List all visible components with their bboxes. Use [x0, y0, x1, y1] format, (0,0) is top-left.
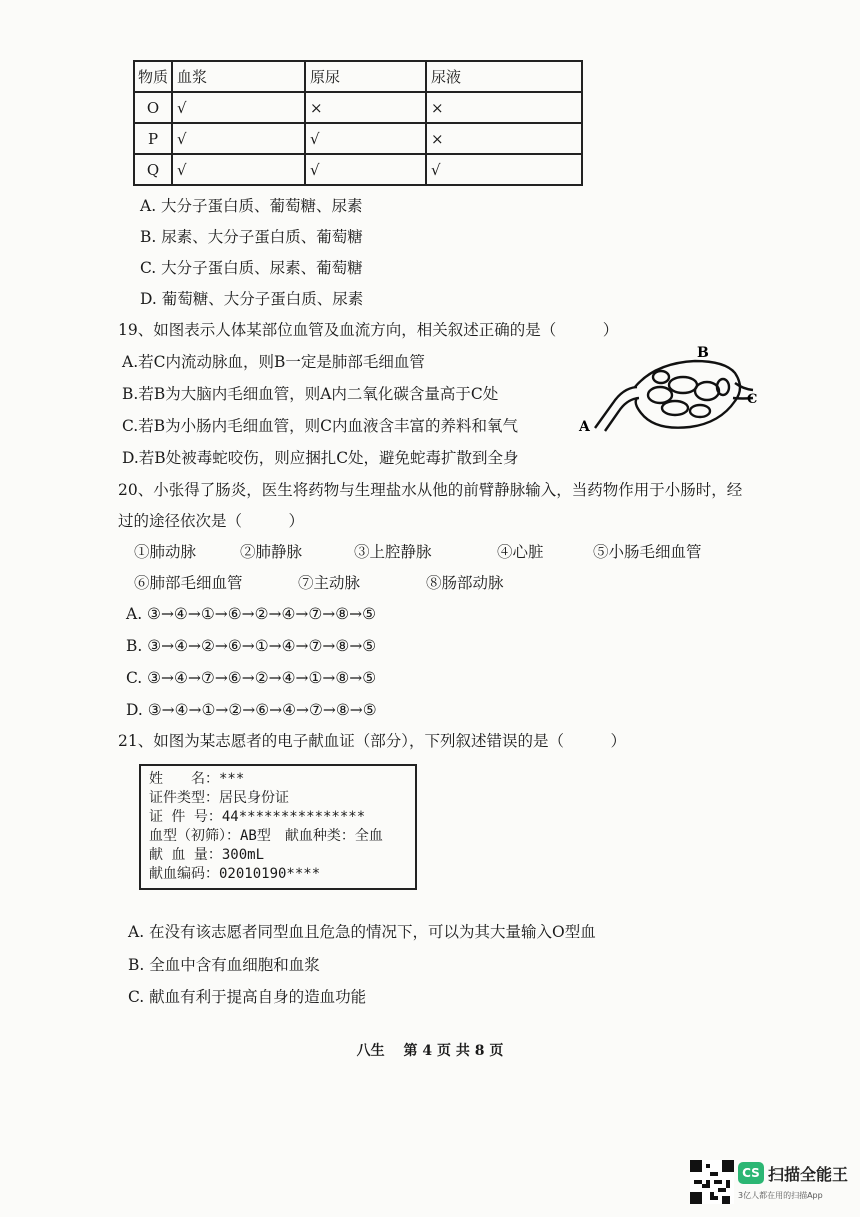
q19-option-b: B.若B为大脑内毛细血管，则A内二氧化碳含量高于C处: [122, 385, 499, 403]
table-row: [134, 123, 582, 154]
q18-option-a: A. 大分子蛋白质、葡萄糖、尿素: [140, 197, 363, 215]
table-cell: ×: [426, 92, 582, 123]
table-cell: √: [305, 154, 426, 185]
watermark-tagline: 3亿人都在用的扫描App: [738, 1191, 823, 1200]
card-line-blood-type: 血型（初筛）：AB型 献血种类：全血: [149, 828, 383, 844]
card-line-name: 姓 名：***: [149, 771, 245, 787]
table-cell: Q: [134, 154, 172, 185]
q18-option-b: B. 尿素、大分子蛋白质、葡萄糖: [140, 228, 363, 246]
q20-item: ⑦主动脉: [298, 574, 361, 592]
q20-item: ④心脏: [497, 543, 544, 561]
card-line-id-type: 证件类型：居民身份证: [149, 790, 289, 806]
q20-option-c: C. ③→④→⑦→⑥→②→④→①→⑧→⑤: [126, 669, 377, 687]
blood-vessel-diagram: [575, 343, 765, 443]
table-cell: ×: [426, 123, 582, 154]
q20-stem-line1: 20、小张得了肠炎，医生将药物与生理盐水从他的前臂静脉输入，当药物作用于小肠时，经: [118, 481, 743, 499]
vessel-c: [735, 383, 753, 390]
q18-option-d: D. 葡萄糖、大分子蛋白质、尿素: [140, 290, 364, 308]
q21-stem: 21、如图为某志愿者的电子献血证（部分），下列叙述错误的是（ ）: [118, 732, 626, 750]
q19-stem: 19、如图表示人体某部位血管及血流方向，相关叙述正确的是（ ）: [118, 321, 619, 339]
label-a: A: [579, 419, 590, 435]
page-footer: 八生 第 4 页 共 8 页: [356, 1043, 504, 1059]
label-b: B: [697, 345, 709, 361]
q18-option-c: C. 大分子蛋白质、尿素、葡萄糖: [140, 259, 363, 277]
card-line-code: 献血编码：02010190****: [149, 866, 321, 882]
q21-option-a: A. 在没有该志愿者同型血且危急的情况下，可以为其大量输入O型血: [128, 923, 596, 941]
table-cell: ×: [305, 92, 426, 123]
q20-option-b: B. ③→④→②→⑥→①→④→⑦→⑧→⑤: [126, 637, 377, 655]
table-cell: √: [426, 154, 582, 185]
table-cell: √: [172, 154, 305, 185]
q20-item: ①肺动脉: [134, 543, 197, 561]
camscanner-logo-icon: CS: [738, 1162, 764, 1184]
table-row: [134, 154, 582, 185]
table-cell: √: [172, 92, 305, 123]
q21-option-c: C. 献血有利于提高自身的造血功能: [128, 988, 367, 1006]
blood-donation-card: [139, 764, 417, 890]
q20-item: ②肺静脉: [240, 543, 303, 561]
label-c: C: [747, 392, 758, 407]
table-header-cell: 原尿: [305, 61, 426, 92]
q20-option-d: D. ③→④→①→②→⑥→④→⑦→⑧→⑤: [126, 701, 377, 719]
q20-option-a: A. ③→④→①→⑥→②→④→⑦→⑧→⑤: [126, 605, 377, 623]
q19-option-a: A.若C内流动脉血，则B一定是肺部毛细血管: [122, 353, 425, 371]
watermark-app-name: 扫描全能王: [768, 1165, 849, 1184]
table-cell: P: [134, 123, 172, 154]
table-header-row: [134, 61, 582, 92]
q20-item: ⑤小肠毛细血管: [593, 543, 702, 561]
q21-option-b: B. 全血中含有血细胞和血浆: [128, 956, 320, 974]
table-header-cell: 尿液: [426, 61, 582, 92]
table-header-cell: 物质: [134, 61, 172, 92]
q20-item: ③上腔静脉: [354, 543, 432, 561]
q19-option-c: C.若B为小肠内毛细血管，则C内血液含丰富的养料和氧气: [122, 417, 518, 435]
substance-table: [133, 60, 583, 186]
vessel-a: [595, 387, 637, 428]
table-cell: √: [172, 123, 305, 154]
table-header-cell: 血浆: [172, 61, 305, 92]
q19-option-d: D.若B处被毒蛇咬伤，则应捆扎C处，避免蛇毒扩散到全身: [122, 449, 519, 467]
vessel-a-inner: [605, 398, 639, 431]
table-row: [134, 92, 582, 123]
q20-item: ⑧肠部动脉: [426, 574, 504, 592]
table-cell: O: [134, 92, 172, 123]
qr-code-icon: [690, 1160, 734, 1204]
card-line-id-number: 证 件 号：44***************: [149, 809, 366, 825]
card-line-volume: 献 血 量：300mL: [149, 847, 265, 863]
q20-item: ⑥肺部毛细血管: [134, 574, 243, 592]
table-cell: √: [305, 123, 426, 154]
q20-stem-line2: 过的途径依次是（ ）: [118, 512, 305, 530]
